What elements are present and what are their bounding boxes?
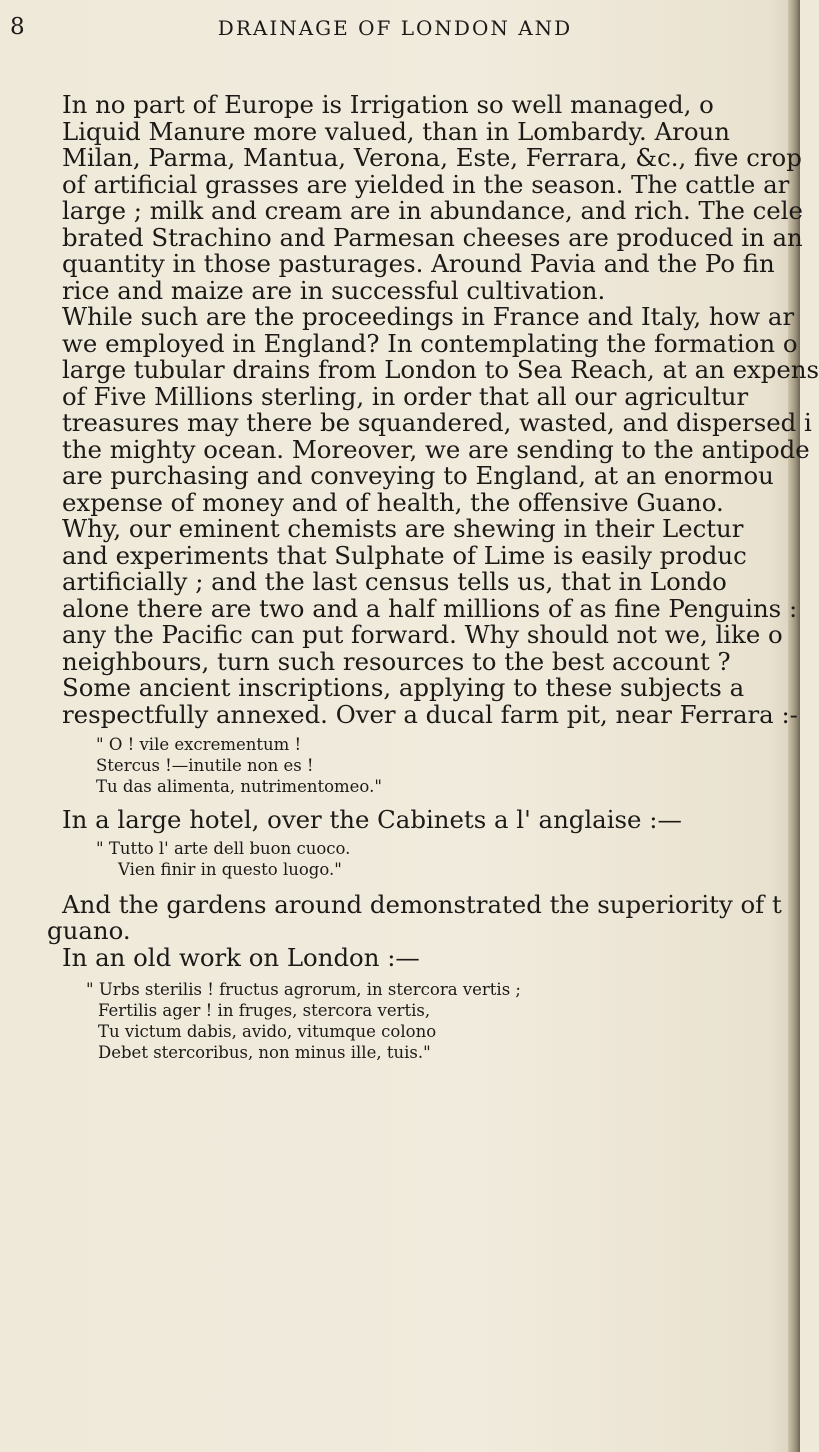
paragraph-inscriptions [62,675,808,728]
text-line: of artificial grasses are yielded in the season. The cattle ar [62,169,790,199]
verse-line: Tu das alimenta, nutrimentomeo." [96,777,382,796]
text-line: Milan, Parma, Mantua, Verona, Este, Ferrara, &c., five crop [62,143,802,172]
text-line: quantity in those pasturages. Around Pavia and the Po fin [62,249,775,278]
text-line: treasures may there be squandered, wasted, and dispersed i [62,408,812,437]
text-line: are purchasing and conveying to England, at an enormou [62,461,774,490]
text-line: of Five Millions sterling, in order that all our agricultur [62,381,749,411]
text-line: the mighty ocean. Moreover, we are sending to the antipode [62,434,810,464]
text-line: respectfully annexed. Over a ducal farm pit, near Ferrara :- [62,699,798,729]
verse-line: " Urbs sterilis ! fructus agrorum, in stercora vertis ; [86,980,521,999]
verse-line: Stercus !—inutile non es ! [96,756,314,775]
verse-ferrara [62,734,808,797]
text-line-hotel: In a large hotel, over the Cabinets a l' anglaise :— [62,805,682,834]
running-head: DRAINAGE OF LONDON AND [217,16,573,40]
text-line: we employed in England? In contemplating the formation o [62,328,798,358]
text-line: And the gardens around demonstrated the superiority of t [62,889,782,919]
text-line: any the Pacific can put forward. Why should not we, like o [62,620,783,649]
text-line: In no part of Europe is Irrigation so well managed, o [62,90,714,119]
verse-hotel [62,838,808,880]
page-header [0,14,790,44]
paragraph-england [62,302,819,517]
verse-line: Tu victum dabis, avido, vitumque colono [98,1022,437,1041]
text-line-london: In an old work on London :— [62,942,420,972]
verse-line: Vien finir in questo luogo." [118,859,342,879]
page-number: 8 [10,14,26,40]
page-body [47,90,819,1432]
text-line: large tubular drains from London to Sea Reach, at an expens [62,355,819,384]
text-line: alone there are two and a half millions of as fine Penguins : [62,593,798,623]
paragraph-irrigation [62,92,808,304]
text-line: rice and maize are in successful cultivation. [62,275,606,305]
text-line: artificially ; and the last census tells us, that in Londo [62,567,727,596]
text-line: Liquid Manure more valued, than in Lombardy. Aroun [62,116,730,146]
text-line: expense of money and of health, the offensive Guano. [62,487,724,517]
text-line: brated Strachino and Parmesan cheeses are produced in an [62,222,803,252]
text-line: large ; milk and cream are in abundance, and rich. The cele [62,196,803,225]
paragraph-gardens [47,889,808,945]
text-line: Why, our eminent chemists are shewing in their Lectur [62,514,744,543]
text-line: neighbours, turn such resources to the best account ? [62,646,731,676]
verse-line: Debet stercoribus, non minus ille, tuis." [98,1043,431,1062]
verse-line: " O ! vile excrementum ! [96,735,302,754]
text-line: Some ancient inscriptions, applying to these subjects a [62,673,745,702]
text-line: While such are the proceedings in France and Italy, how ar [62,302,795,331]
verse-london [62,979,808,1063]
verse-line: " Tutto l' arte dell buon cuoco. [96,838,351,858]
text-line: guano. [47,916,131,945]
text-line: and experiments that Sulphate of Lime is easily produc [62,540,747,570]
paragraph-chemists [62,516,808,675]
verse-line: Fertilis ager ! in fruges, stercora vertis, [98,1001,431,1020]
